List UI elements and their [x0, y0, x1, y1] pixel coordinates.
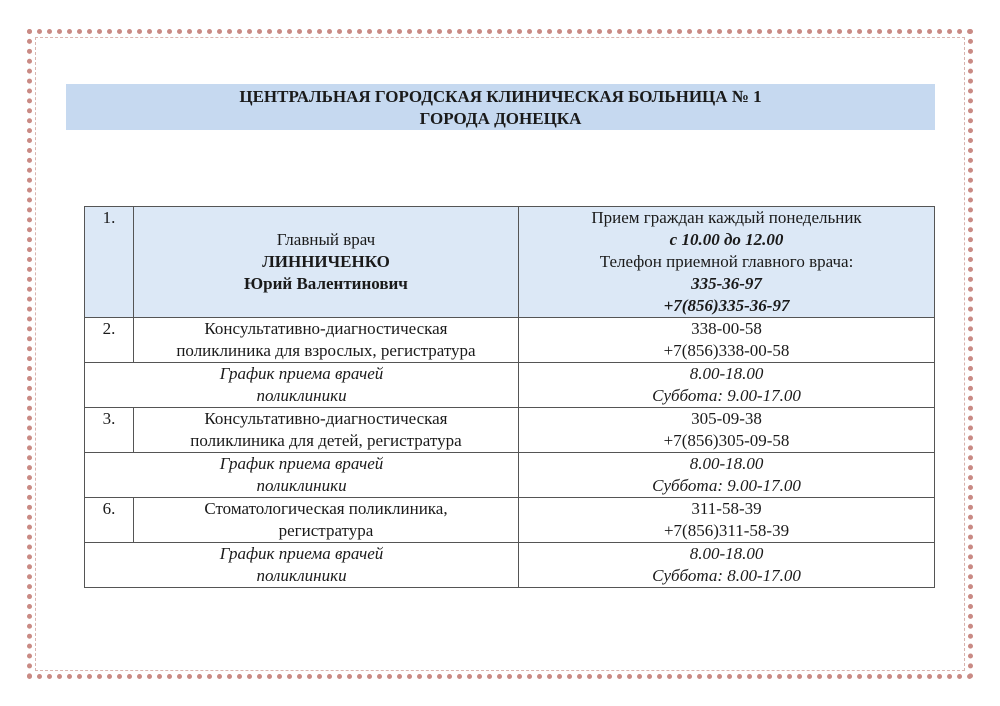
clinic-name-line: поликлиника для взрослых, регистратура — [176, 341, 476, 360]
title-line-1: ЦЕНТРАЛЬНАЯ ГОРОДСКАЯ КЛИНИЧЕСКАЯ БОЛЬНИЦА № 1 — [239, 87, 762, 106]
head-phone-full: +7(856)335-36-97 — [663, 296, 790, 315]
clinic-phone-full: +7(856)338-00-58 — [663, 341, 790, 360]
clinic-phone-full: +7(856)311-58-39 — [663, 521, 790, 540]
position-label: Главный врач — [276, 230, 376, 249]
head-doctor-cell — [133, 207, 518, 318]
clinic-phone: 338-00-58 — [691, 319, 762, 338]
table-row-schedule — [85, 453, 935, 498]
doctor-name: Юрий Валентинович — [244, 274, 408, 293]
reception-text: Прием граждан каждый понедельник — [591, 208, 862, 227]
row-number: 6. — [85, 498, 134, 543]
row-number: 2. — [85, 318, 134, 363]
row-number: 1. — [85, 207, 134, 318]
saturday-hours: Суббота: 8.00-17.00 — [652, 566, 801, 585]
clinic-name-line: регистратура — [278, 521, 374, 540]
phone-label: Телефон приемной главного врача: — [599, 252, 854, 271]
schedule-label-cell — [85, 453, 519, 498]
clinic-name-cell — [133, 408, 518, 453]
doctor-surname: ЛИННИЧЕНКО — [262, 252, 390, 271]
weekday-hours: 8.00-18.00 — [689, 364, 764, 383]
saturday-hours: Суббота: 9.00-17.00 — [652, 476, 801, 495]
table-row-schedule — [85, 363, 935, 408]
table-row-head-doctor — [85, 207, 935, 318]
table-row-schedule — [85, 543, 935, 588]
clinic-name-line: Консультативно-диагностическая — [204, 319, 448, 338]
row-number: 3. — [85, 408, 134, 453]
schedule-hours-cell — [519, 363, 935, 408]
table-row — [85, 318, 935, 363]
table-row — [85, 408, 935, 453]
phone-cell — [519, 318, 935, 363]
clinic-name-line: Стоматологическая поликлиника, — [204, 499, 448, 518]
schedule-label: поликлиники — [256, 476, 347, 495]
head-phone: 335-36-97 — [691, 274, 762, 293]
schedule-label: поликлиники — [256, 386, 347, 405]
saturday-hours: Суббота: 9.00-17.00 — [652, 386, 801, 405]
phone-cell — [519, 408, 935, 453]
schedule-label-cell — [85, 363, 519, 408]
clinic-phone-full: +7(856)305-09-58 — [663, 431, 790, 450]
schedule-hours-cell — [519, 543, 935, 588]
title-line-2: ГОРОДА ДОНЕЦКА — [419, 109, 582, 128]
reception-hours: с 10.00 до 12.00 — [669, 230, 784, 249]
weekday-hours: 8.00-18.00 — [689, 454, 764, 473]
schedule-label: поликлиники — [256, 566, 347, 585]
schedule-label: График приема врачей — [219, 364, 384, 383]
weekday-hours: 8.00-18.00 — [689, 544, 764, 563]
clinic-phone: 305-09-38 — [691, 409, 762, 428]
schedule-label: График приема врачей — [219, 544, 384, 563]
clinic-name-cell — [133, 318, 518, 363]
phone-cell — [519, 498, 935, 543]
clinic-name-cell — [133, 498, 518, 543]
reception-cell — [519, 207, 935, 318]
schedule-hours-cell — [519, 453, 935, 498]
clinic-name-line: Консультативно-диагностическая — [204, 409, 448, 428]
schedule-label: График приема врачей — [219, 454, 384, 473]
schedule-label-cell — [85, 543, 519, 588]
table-row — [85, 498, 935, 543]
page-title — [66, 84, 935, 130]
contacts-table — [84, 206, 935, 588]
clinic-phone: 311-58-39 — [691, 499, 762, 518]
clinic-name-line: поликлиника для детей, регистратура — [190, 431, 462, 450]
